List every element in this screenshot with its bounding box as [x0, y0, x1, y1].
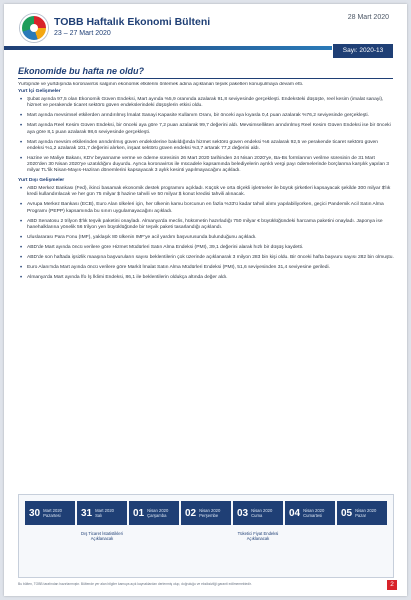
issue-number-badge: Sayı: 2020-13 — [333, 44, 393, 58]
calendar-day — [337, 501, 387, 525]
day-events — [129, 529, 179, 569]
day-events: Dış Ticaret İstatistikleri Açıklanacak — [81, 531, 123, 541]
weekly-calendar — [18, 494, 394, 578]
section-divider — [18, 78, 393, 79]
day-events — [25, 529, 75, 569]
domestic-item: • Hazine ve Maliye Bakanı, KDV beyanname verme ve ödeme süresinin 26 Mart 2020 tarihinden 24 Nisan 2020'ye, Ba-Bs formlarının verilme süresinin de 31 Mart 2020'den 30 Nisan 2020'ye uzatıldığını duyurdu. Ayrıca koronavirüs ile mücadele kapsamında belediyelerin ayrıklı vergi payı ödemelerinde borçlanma karşılık yapılan 3 milyar TL'lik Nisan-Mayıs-Haziran dönemlerini kapsayacak 3 aylık kesinti yapılmayacağını açıkladı. — [18, 156, 394, 174]
section-title: Ekonomide bu hafta ne oldu? — [18, 66, 144, 76]
day-weekday: Çarşamba — [147, 513, 167, 518]
domestic-item: • Mart ayında mevsimsel etkilerden arındırılmış İmalat Sanayi Kapasite Kullanım Oranı, bir önceki aya kıyasla 0,4 puan azalarak %76,2 seviyesinde gerçekleşti. — [18, 113, 394, 119]
day-month: Nisan 2020 — [147, 508, 169, 513]
day-weekday: Cumartesi — [303, 513, 323, 518]
foreign-item: • ABD'de Mart ayında öncü verilere göre Hizmet Müdürleri Satın Alma Endeksi (PMI), 39,1 değerini alarak hızlı bir düşüş kaydetti. — [18, 245, 394, 251]
calendar-events-row — [25, 529, 387, 569]
day-events — [181, 529, 231, 569]
article-body — [18, 82, 394, 502]
calendar-day — [285, 501, 335, 525]
foreign-item: • ABD'de son haftada işsizlik maaşına başvuruların sayısı beklentilerin çok üzerinde açıklanarak 3 milyon 283 bin kişi oldu. Bir önceki hafta başvuru sayısı 282 bin olmuştu. — [18, 255, 394, 261]
day-events: Tüketici Fiyat Endeksi Açıklanacak — [237, 531, 279, 541]
foreign-item: • Avrupa Merkez Bankası (ECB), Euro Alan ülkeleri için, her ülkenin kamu borcunun en fazla %33'ü kadar tahvil alımı yapılabiliyorken, geçici Pandemik Acil Satın Alma Programı (PEPP) kapsamında bu sınırı uygulamayacağını açıkladı. — [18, 202, 394, 214]
footer-disclaimer: Bu bülten, TOBB tarafından hazırlanmıştır. Bültende yer alan bilgiler kamuya açık kaynaklardan derlenmiş olup, doğruluğu ve eksiksizliği garanti edilmemektedir. — [18, 582, 252, 586]
foreign-heading: Yurt Dışı Gelişmeler — [18, 178, 65, 184]
calendar-day — [233, 501, 283, 525]
domestic-heading: Yurt İçi Gelişmeler — [18, 89, 61, 95]
day-month: Mart 2020 — [95, 508, 114, 513]
bulletin-page — [4, 4, 407, 596]
foreign-item: • Euro Alanı'nda Mart ayında öncü verilere göre Markit İmalat Satın Alma Müdürleri Endeksi (PMI), 51,6 seviyesinden 31,4 seviyesine geriledi. — [18, 265, 394, 271]
tobb-logo — [20, 14, 48, 42]
day-weekday: Perşembe — [199, 513, 219, 518]
issue-date: 28 Mart 2020 — [347, 14, 389, 21]
foreign-item: • ABD Merkez Bankası (Fed), ikinci basamak ekonomik destek programını açıkladı. Küçük ve orta ölçekli işletmeler ile büyük şirketleri kapsayacak şekilde 300 milyar $'lık kredi kullandırılacak ve her gün 75 milyar $ hazine tahvili ve 50 milyar $ konut kredisi tahvili alınacak. — [18, 186, 394, 198]
bulletin-header — [4, 4, 407, 64]
day-weekday: Pazartesi — [43, 513, 61, 518]
day-month: Nisan 2020 — [199, 508, 221, 513]
day-number: 01 — [133, 507, 145, 519]
domestic-item: • Mart ayında Reel Kesim Güven Endeksi, bir önceki aya göre 7,2 puan azalarak 99,7 değerini aldı. Mevsimsellikten arındırılmış Reel Kesim Güven Endeksi ise bir önceki aya göre 8,1 puan azalarak 98,6 seviyesinde gerçekleşti. — [18, 123, 394, 135]
header-band — [4, 46, 332, 50]
day-month: Nisan 2020 — [355, 508, 377, 513]
foreign-item: • Almanya'da Mart ayında İfo İş İklimi Endeksi, 86,1 ile beklentilerin oldukça altında değer aldı. — [18, 275, 394, 281]
day-weekday: Cuma — [251, 513, 263, 518]
intro-paragraph: Yurtiçinde ve yurtdışında koronavirüs salgının ekonomik etkilerini önlemek adına açıklanan teşvik paketleri konuşulmaya devam etti. — [18, 82, 304, 87]
day-events — [285, 529, 335, 569]
day-number: 05 — [341, 507, 353, 519]
day-number: 30 — [29, 507, 41, 519]
page-number: 2 — [387, 580, 397, 590]
domestic-item: • Şubat ayında 97,5 olan Ekonomik Güven Endeksi, Mart ayında %5,9 oranında azalarak 91,8 seviyesinde gerçekleşti. Endeksteki düşüşte, reel kesim (imalat sanayi), hizmet ve perakende ticaret sektörü güven endekslerindeki düşüşlerin etkisi oldu. — [18, 97, 394, 109]
calendar-day — [181, 501, 231, 525]
calendar-days-row — [25, 501, 387, 525]
day-month: Mart 2020 — [43, 508, 62, 513]
day-number: 02 — [185, 507, 197, 519]
day-number: 04 — [289, 507, 301, 519]
calendar-day — [77, 501, 127, 525]
domestic-item: • Mart ayında mevsim etkilerinden arındırılmış güven endekslerine bakıldığında hizmet sektörü güven endeksi %6 azalarak 92,5 ve perakende ticaret sektörü güven endeksi %1,2 azalarak 101,7 değerini alırken, inşaat sektörü güven endeksi %3,7 artarak 77,2 değerini aldı. — [18, 140, 394, 152]
foreign-item: • ABD Senatosu 2 trilyon $'lık teşvik paketini onayladı. Almanya'da meclis, hükümetin hazırladığı 750 milyar € büyüklüğündeki harcama paketini onayladı. Japonya ise hanehalklarına yönelik 56 trilyon yen büyüklüğünde bir teşvik paketi tasarlandığı açıklandı. — [18, 219, 394, 231]
day-month: Nisan 2020 — [303, 508, 325, 513]
bulletin-date-range: 23 – 27 Mart 2020 — [54, 30, 111, 37]
day-weekday: Pazar — [355, 513, 367, 518]
bulletin-title: TOBB Haftalık Ekonomi Bülteni — [54, 16, 211, 28]
day-number: 31 — [81, 507, 93, 519]
day-number: 03 — [237, 507, 249, 519]
day-events — [337, 529, 387, 569]
calendar-day — [129, 501, 179, 525]
day-month: Nisan 2020 — [251, 508, 273, 513]
day-weekday: Salı — [95, 513, 103, 518]
foreign-item: • Uluslararası Para Fonu (IMF), yaklaşık 80 ülkenin IMF'ye acil yardım başvurusunda bulunduğunu açıkladı. — [18, 235, 394, 241]
calendar-day — [25, 501, 75, 525]
